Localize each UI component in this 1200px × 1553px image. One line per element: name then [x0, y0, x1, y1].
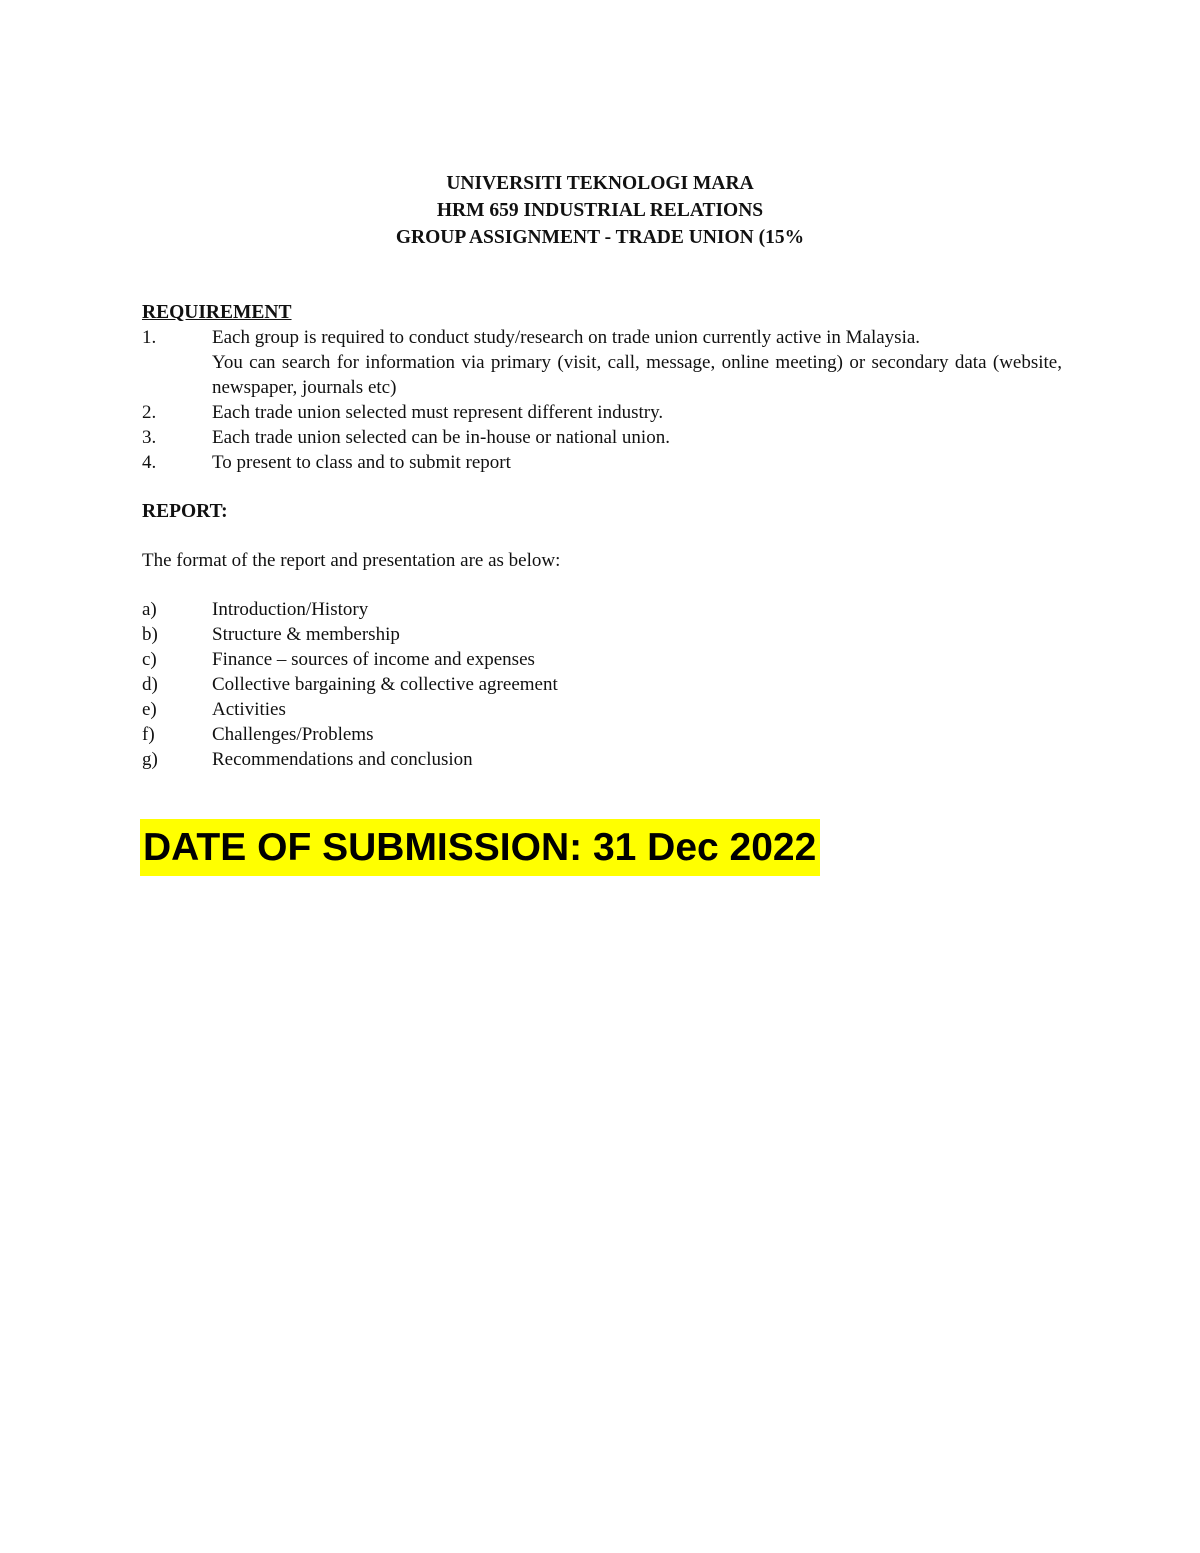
- list-item-text: To present to class and to submit report: [212, 452, 511, 473]
- list-item-text: Activities: [212, 699, 286, 720]
- list-marker: d): [142, 674, 158, 695]
- list-marker: c): [142, 649, 157, 670]
- list-item-text: Each trade union selected can be in-house or national union.: [212, 427, 670, 448]
- list-item-text: Finance – sources of income and expenses: [212, 649, 535, 670]
- list-item-text: Each group is required to conduct study/research on trade union currently active in Malaysia.: [212, 327, 921, 348]
- list-item-text: Recommendations and conclusion: [212, 749, 473, 770]
- requirement-list: [142, 325, 1062, 475]
- report-heading: REPORT:: [142, 501, 228, 522]
- course-title: HRM 659 INDUSTRIAL RELATIONS: [436, 200, 764, 221]
- report-intro: The format of the report and presentation are as below:: [142, 550, 561, 571]
- list-item: [142, 597, 1062, 622]
- requirement-heading: REQUIREMENT: [142, 302, 292, 323]
- list-item-text: Each trade union selected must represent different industry.: [212, 402, 664, 423]
- list-item: [142, 722, 1062, 747]
- submission-date-banner: DATE OF SUBMISSION: 31 Dec 2022: [140, 819, 820, 876]
- list-item: [142, 425, 1062, 450]
- report-format-list: [142, 597, 1062, 772]
- list-item: [142, 672, 1062, 697]
- list-item: [142, 697, 1062, 722]
- list-marker: 4.: [142, 452, 157, 473]
- list-marker: 1.: [142, 327, 157, 348]
- list-marker: 3.: [142, 427, 157, 448]
- list-item-text-continued: You can search for information via primary (visit, call, message, online meeting) or secondary data (website, newspaper, journals etc): [212, 352, 1062, 398]
- list-item: [142, 622, 1062, 647]
- list-item: [142, 400, 1062, 425]
- document-header: [0, 170, 1200, 251]
- list-item: [142, 747, 1062, 772]
- list-item: [142, 450, 1062, 475]
- list-item-text: Structure & membership: [212, 624, 400, 645]
- list-marker: f): [142, 724, 155, 745]
- list-marker: b): [142, 624, 158, 645]
- list-item: [142, 647, 1062, 672]
- list-marker: a): [142, 599, 157, 620]
- list-item-text: Collective bargaining & collective agreement: [212, 674, 558, 695]
- assignment-title: GROUP ASSIGNMENT - TRADE UNION (15%: [395, 227, 805, 248]
- university-name: UNIVERSITI TEKNOLOGI MARA: [446, 173, 754, 194]
- list-item: [142, 325, 1062, 400]
- list-item-text: Introduction/History: [212, 599, 369, 620]
- list-item-text: Challenges/Problems: [212, 724, 374, 745]
- list-marker: e): [142, 699, 157, 720]
- list-marker: 2.: [142, 402, 157, 423]
- list-marker: g): [142, 749, 158, 770]
